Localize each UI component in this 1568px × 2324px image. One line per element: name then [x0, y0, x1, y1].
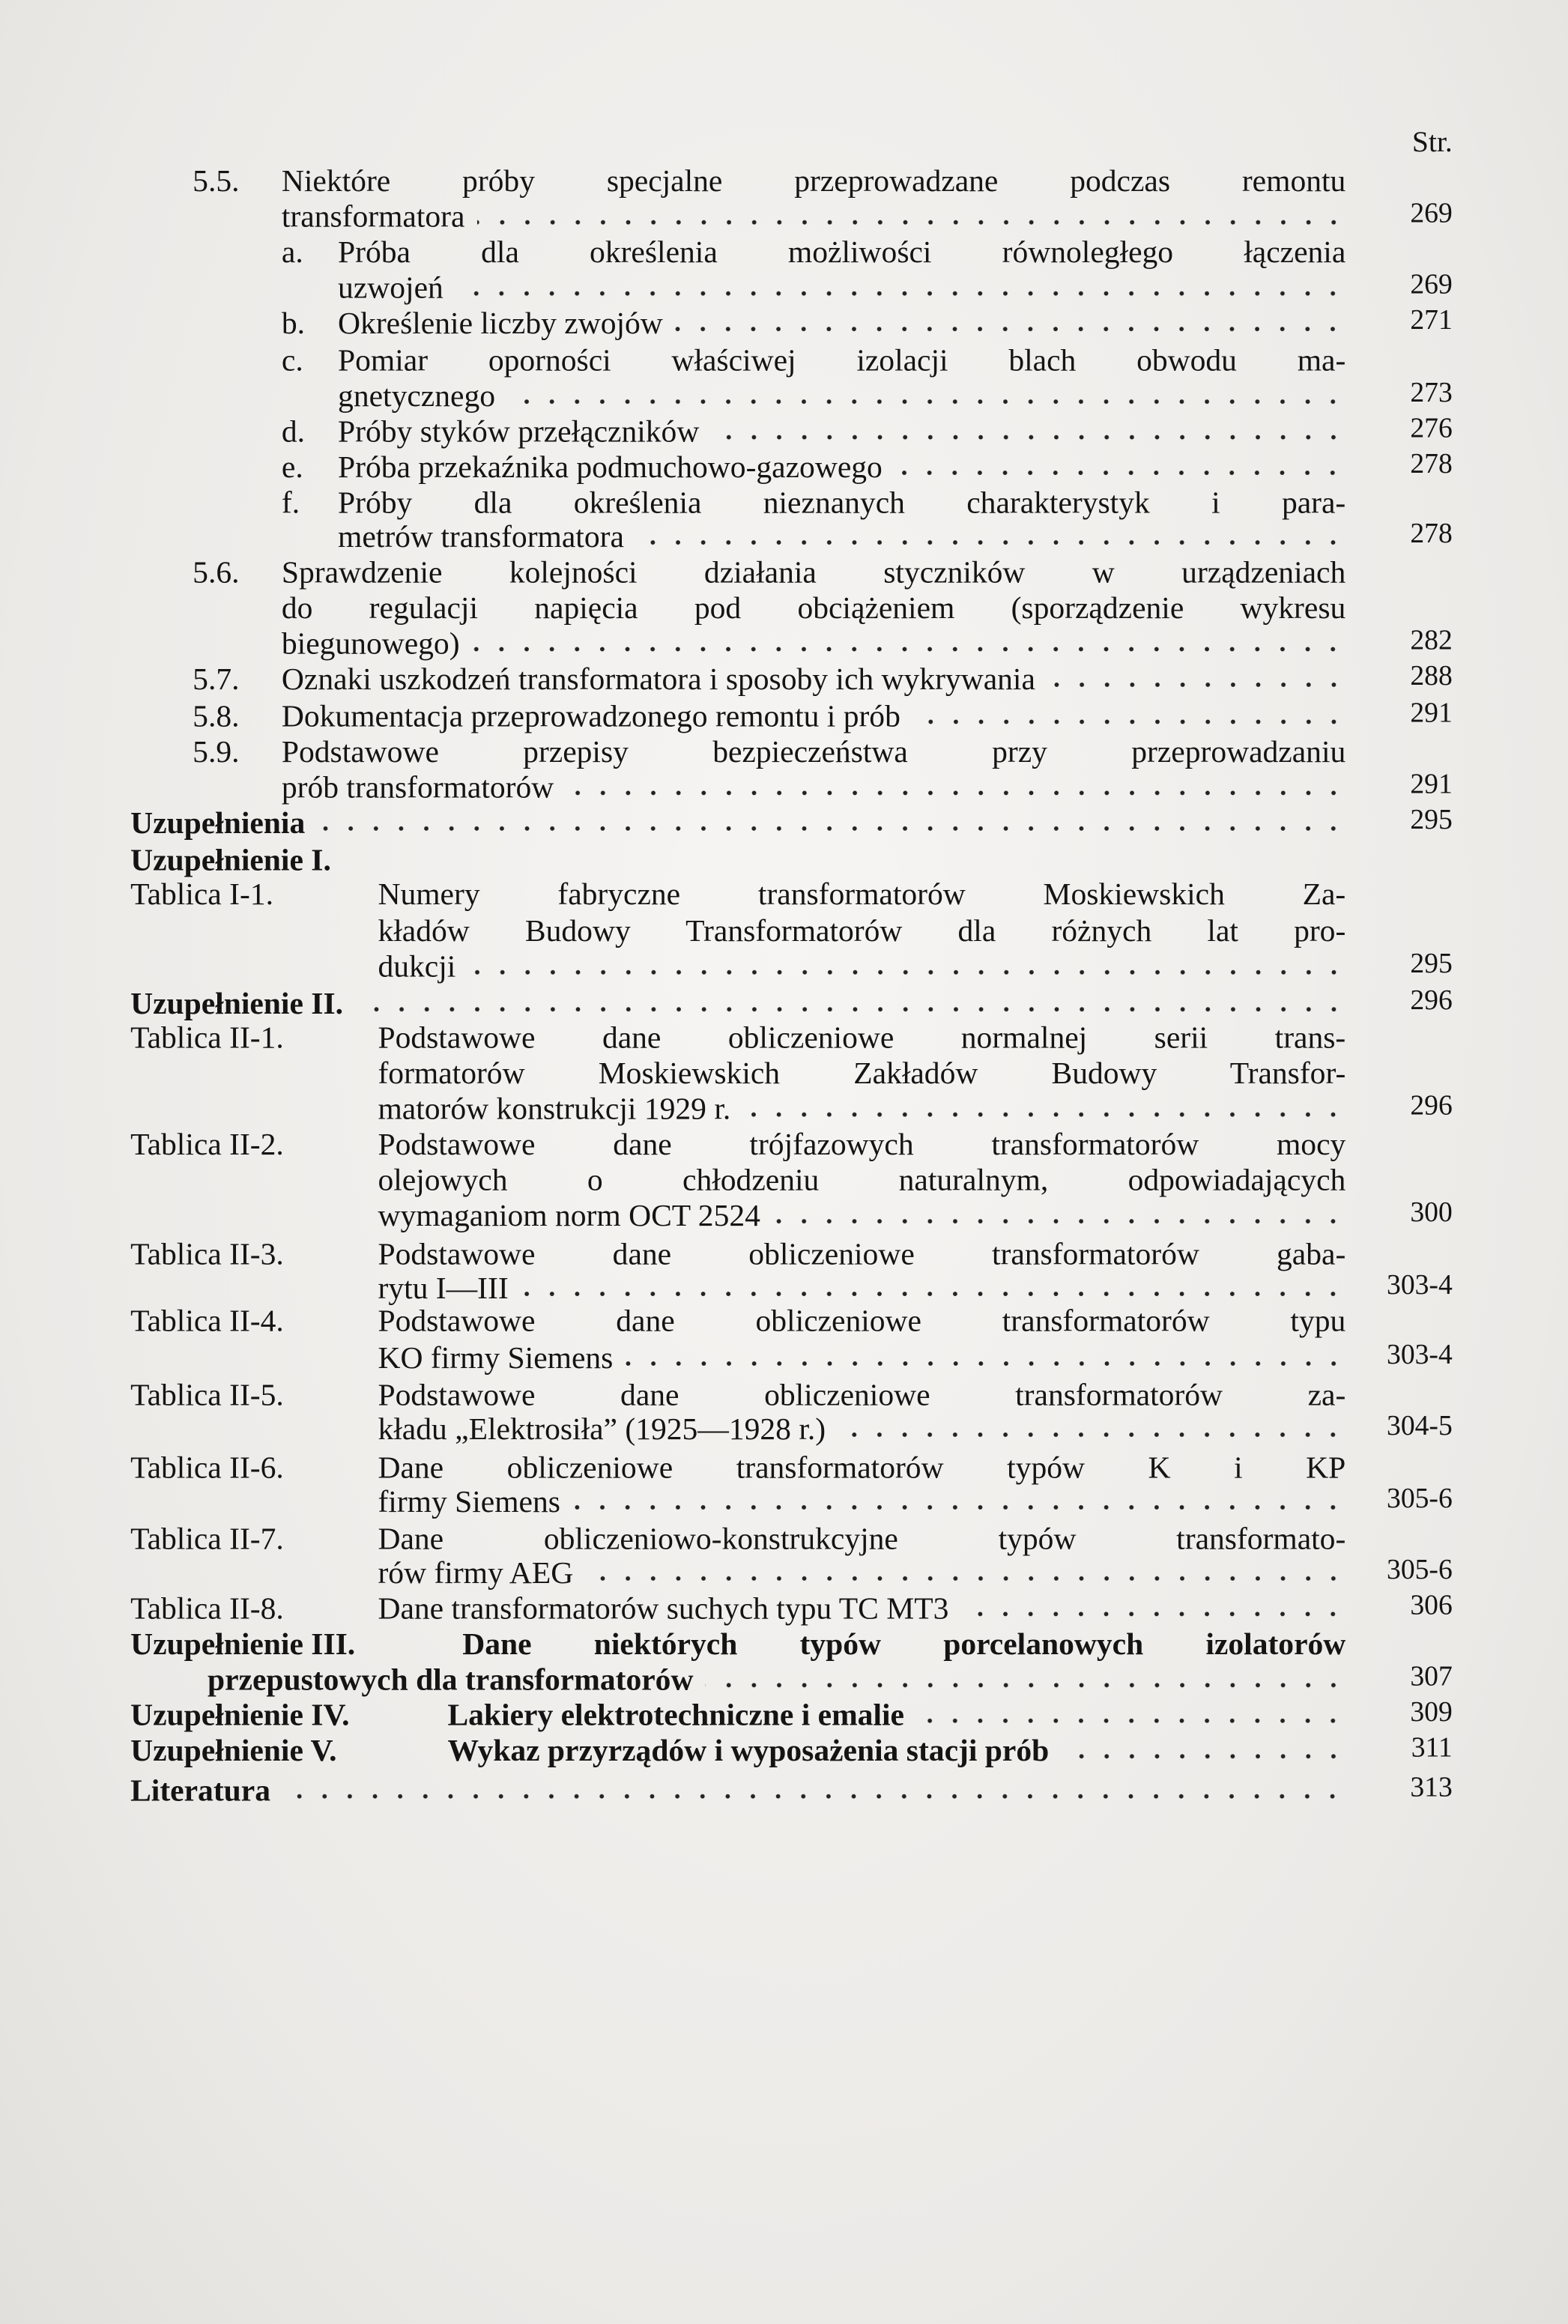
dot-leader [566, 788, 1345, 797]
page-number: 291 [1410, 769, 1453, 801]
toc-entry-line [338, 449, 1345, 484]
dot-leader [1061, 1752, 1345, 1761]
entry-number: a. [281, 234, 303, 270]
entry-number: Tablica II-2. [130, 1126, 284, 1162]
entry-number: b. [281, 305, 306, 342]
page-number: 291 [1410, 697, 1453, 730]
toc-entry-line [130, 842, 1345, 877]
toc-entry-line [282, 769, 1345, 805]
entry-number: 5.9. [193, 733, 240, 769]
entry-title-text: firmy Siemens [378, 1483, 560, 1519]
entry-number: Tablica II-7. [130, 1520, 284, 1557]
entry-title-text: Uzupełnienia [130, 805, 306, 841]
dot-leader [960, 1609, 1345, 1618]
entry-number: 5.7. [193, 661, 240, 697]
dot-leader [916, 1716, 1345, 1725]
entry-title-text: Próby styków przełączników [338, 413, 700, 450]
page-number: 269 [1410, 270, 1453, 301]
entry-title-text: rów firmy AEG [378, 1555, 574, 1591]
dot-leader [282, 1792, 1345, 1801]
toc-entry-line: formatorów Moskiewskich Zakładów Budowy Transfor- [378, 1055, 1346, 1092]
toc-entry-line: Podstawowe dane obliczeniowe transformatorów gaba- [378, 1235, 1346, 1272]
page-number: 300 [1410, 1197, 1453, 1229]
entry-title-text: gnetycznego [338, 378, 495, 414]
entry-title-text: przepustowych dla transformatorów [207, 1661, 694, 1698]
page-number: 311 [1411, 1732, 1453, 1764]
entry-number: f. [281, 484, 300, 521]
page-number: 309 [1410, 1697, 1453, 1728]
entry-title-text: Uzupełnienie I. [130, 841, 331, 878]
entry-title-text: Określenie liczby zwojów [338, 305, 663, 342]
entry-title-text: Wykaz przyrządów i wyposażenia stacji prób [447, 1732, 1050, 1769]
page-number: 296 [1410, 985, 1453, 1017]
page-number: 278 [1410, 449, 1453, 480]
toc-entry-line [447, 1733, 1345, 1768]
page-number: 278 [1410, 518, 1453, 550]
toc-entry-line: Podstawowe dane trójfazowych transformatorów mocy [378, 1126, 1346, 1162]
toc-entry-line: Podstawowe dane obliczeniowe normalnej serii trans- [378, 1020, 1346, 1056]
toc-entry-line: Dane obliczeniowo-konstrukcyjne typów transformato- [378, 1520, 1346, 1557]
dot-leader [742, 1110, 1345, 1119]
toc-entry-line [378, 948, 1345, 984]
toc-entry-line: Pomiar oporności właściwej izolacji blach obwodu ma- [338, 342, 1346, 378]
toc-entry-line [130, 986, 1345, 1021]
dot-leader [507, 397, 1345, 406]
toc-entry-line [338, 414, 1345, 449]
toc-entry-line [378, 1197, 1345, 1232]
dot-leader [625, 1359, 1345, 1368]
entry-title-text: Próba przekaźnika podmuchowo-gazowego [338, 449, 883, 485]
toc-entry-line [378, 1270, 1345, 1305]
dot-leader [675, 324, 1346, 333]
toc-entry-line [338, 518, 1345, 554]
toc-entry-line: olejowych o chłodzeniu naturalnym, odpowiadających [378, 1161, 1346, 1198]
page-number: 304-5 [1387, 1411, 1453, 1442]
entry-number: Tablica II-5. [130, 1376, 284, 1413]
dot-leader [521, 1289, 1346, 1298]
entry-number: e. [281, 449, 303, 485]
toc-entry-line: Podstawowe dane obliczeniowe transformatorów typu [378, 1302, 1346, 1339]
toc-entry-line [378, 1411, 1345, 1446]
entry-title-text: kładu „Elektrosiła” (1925—1928 r.) [378, 1411, 826, 1447]
toc-entry-line: kładów Budowy Transformatorów dla różnych lat pro- [378, 913, 1346, 949]
entry-title-text: Oznaki uszkodzeń transformatora i sposoby ich wykrywania [281, 661, 1035, 697]
entry-title-text: uzwojeń [338, 270, 444, 306]
page-number: 295 [1410, 805, 1453, 836]
page-number: 296 [1410, 1091, 1453, 1122]
entry-title-text: KO firmy Siemens [378, 1340, 614, 1376]
toc-entry-line [282, 626, 1345, 661]
entry-title-text: matorów konstrukcji 1929 r. [378, 1091, 731, 1127]
entry-title-text: rytu I—III [378, 1270, 509, 1306]
entry-number: Uzupełnienie IV. [130, 1697, 350, 1733]
dot-leader [476, 218, 1345, 227]
entry-number: 5.5. [193, 163, 240, 199]
entry-number: Tablica II-8. [130, 1590, 284, 1627]
entry-title-text: Lakiery elektrotechniczne i emalie [447, 1697, 904, 1733]
entry-title-text: transformatora [281, 199, 465, 234]
toc-entry-line: Podstawowe dane obliczeniowe transformatorów za- [378, 1376, 1346, 1413]
entry-number: Tablica I-1. [130, 876, 273, 912]
page-number: 295 [1410, 948, 1453, 980]
page-number: 276 [1410, 413, 1453, 445]
dot-leader [838, 1430, 1345, 1439]
toc-entry-line: Niektóre próby specjalne przeprowadzane podczas remontu [281, 163, 1346, 199]
entry-title-text: Dokumentacja przeprowadzonego remontu i prób [281, 697, 900, 734]
toc-entry-line [338, 378, 1345, 413]
entry-number: d. [281, 413, 306, 450]
dot-leader [636, 538, 1346, 547]
toc-entry-line: Sprawdzenie kolejności działania styczników w urządzeniach [281, 554, 1346, 590]
dot-leader [895, 468, 1346, 477]
dot-leader [585, 1574, 1345, 1583]
dot-leader [772, 1217, 1346, 1226]
entry-title-text: dukcji [378, 948, 456, 984]
dot-leader [912, 717, 1346, 726]
toc-entry-line [338, 270, 1345, 305]
dot-leader [1047, 680, 1346, 689]
toc-entry-line [282, 199, 1345, 234]
toc-entry-line: Numery fabryczne transformatorów Moskiewskich Za- [378, 876, 1346, 912]
entry-number: c. [281, 342, 303, 378]
toc-entry-line [282, 698, 1345, 733]
toc-entry-line [282, 661, 1345, 696]
entry-title-text: biegunowego) [281, 625, 460, 662]
page-number: 305-6 [1387, 1555, 1453, 1586]
toc-entry-line [378, 1555, 1345, 1590]
page-number: 303-4 [1387, 1270, 1453, 1301]
page-number: 271 [1410, 305, 1453, 337]
toc-entry-line [378, 1591, 1345, 1626]
entry-title-text: Uzupełnienie II. [130, 985, 344, 1022]
entry-number: 5.8. [193, 697, 240, 734]
dot-leader [705, 1680, 1345, 1689]
toc-entry-line: Dane niektórych typów porcelanowych izolatorów [462, 1626, 1346, 1662]
entry-number: Tablica II-4. [130, 1302, 284, 1339]
dot-leader [711, 433, 1345, 442]
page-number: 303-4 [1387, 1340, 1453, 1371]
entry-number: Uzupełnienie III. [130, 1626, 356, 1662]
toc-entry-line [447, 1697, 1345, 1732]
entry-number: Tablica II-3. [130, 1235, 284, 1272]
toc-entry-line: Dane obliczeniowe transformatorów typów K i KP [378, 1449, 1346, 1486]
toc-entry-line: Podstawowe przepisy bezpieczeństwa przy przeprowadzaniu [281, 733, 1346, 769]
toc-entry-line: do regulacji napięcia pod obciążeniem (sporządzenie wykresu [281, 590, 1346, 626]
toc-entry-line [208, 1662, 1345, 1697]
entry-number: 5.6. [193, 554, 240, 590]
entry-title-text: Dane transformatorów suchych typu TC MT3 [378, 1590, 949, 1627]
page-number: 288 [1410, 661, 1453, 692]
toc-entry-line [338, 306, 1345, 341]
toc-entry-line [378, 1340, 1345, 1375]
entry-number: Tablica II-6. [130, 1449, 284, 1486]
toc-entry-line [378, 1091, 1345, 1126]
page-number: 282 [1410, 625, 1453, 657]
entry-title-text: prób transformatorów [281, 769, 554, 805]
entry-number: Uzupełnienie V. [130, 1732, 337, 1769]
dot-leader [455, 289, 1346, 298]
toc-entry-line [378, 1483, 1345, 1519]
page-number: 273 [1410, 378, 1453, 410]
dot-leader [467, 968, 1345, 977]
page-number: 313 [1410, 1773, 1453, 1804]
dot-leader [355, 1005, 1345, 1014]
page-number: 307 [1410, 1661, 1453, 1693]
entry-title-text: Literatura [130, 1773, 271, 1809]
page-number: 269 [1410, 199, 1453, 230]
page-number: 305-6 [1387, 1483, 1453, 1515]
dot-leader [317, 824, 1345, 833]
dot-leader [471, 645, 1345, 654]
entry-title-text: metrów transformatora [338, 518, 624, 554]
page-number: 306 [1410, 1590, 1453, 1622]
dot-leader [572, 1503, 1346, 1512]
toc-entry-line: Próby dla określenia nieznanych charakterystyk i para- [338, 484, 1346, 521]
entry-number: Tablica II-1. [130, 1020, 284, 1056]
toc-entry-line [130, 805, 1345, 840]
toc-entry-line: Próba dla określenia możliwości równoległego łączenia [338, 234, 1346, 270]
entry-title-text: wymaganiom norm OCT 2524 [378, 1197, 760, 1233]
toc-entry-line [130, 1773, 1345, 1808]
page-column-header: Str. [1411, 126, 1453, 159]
